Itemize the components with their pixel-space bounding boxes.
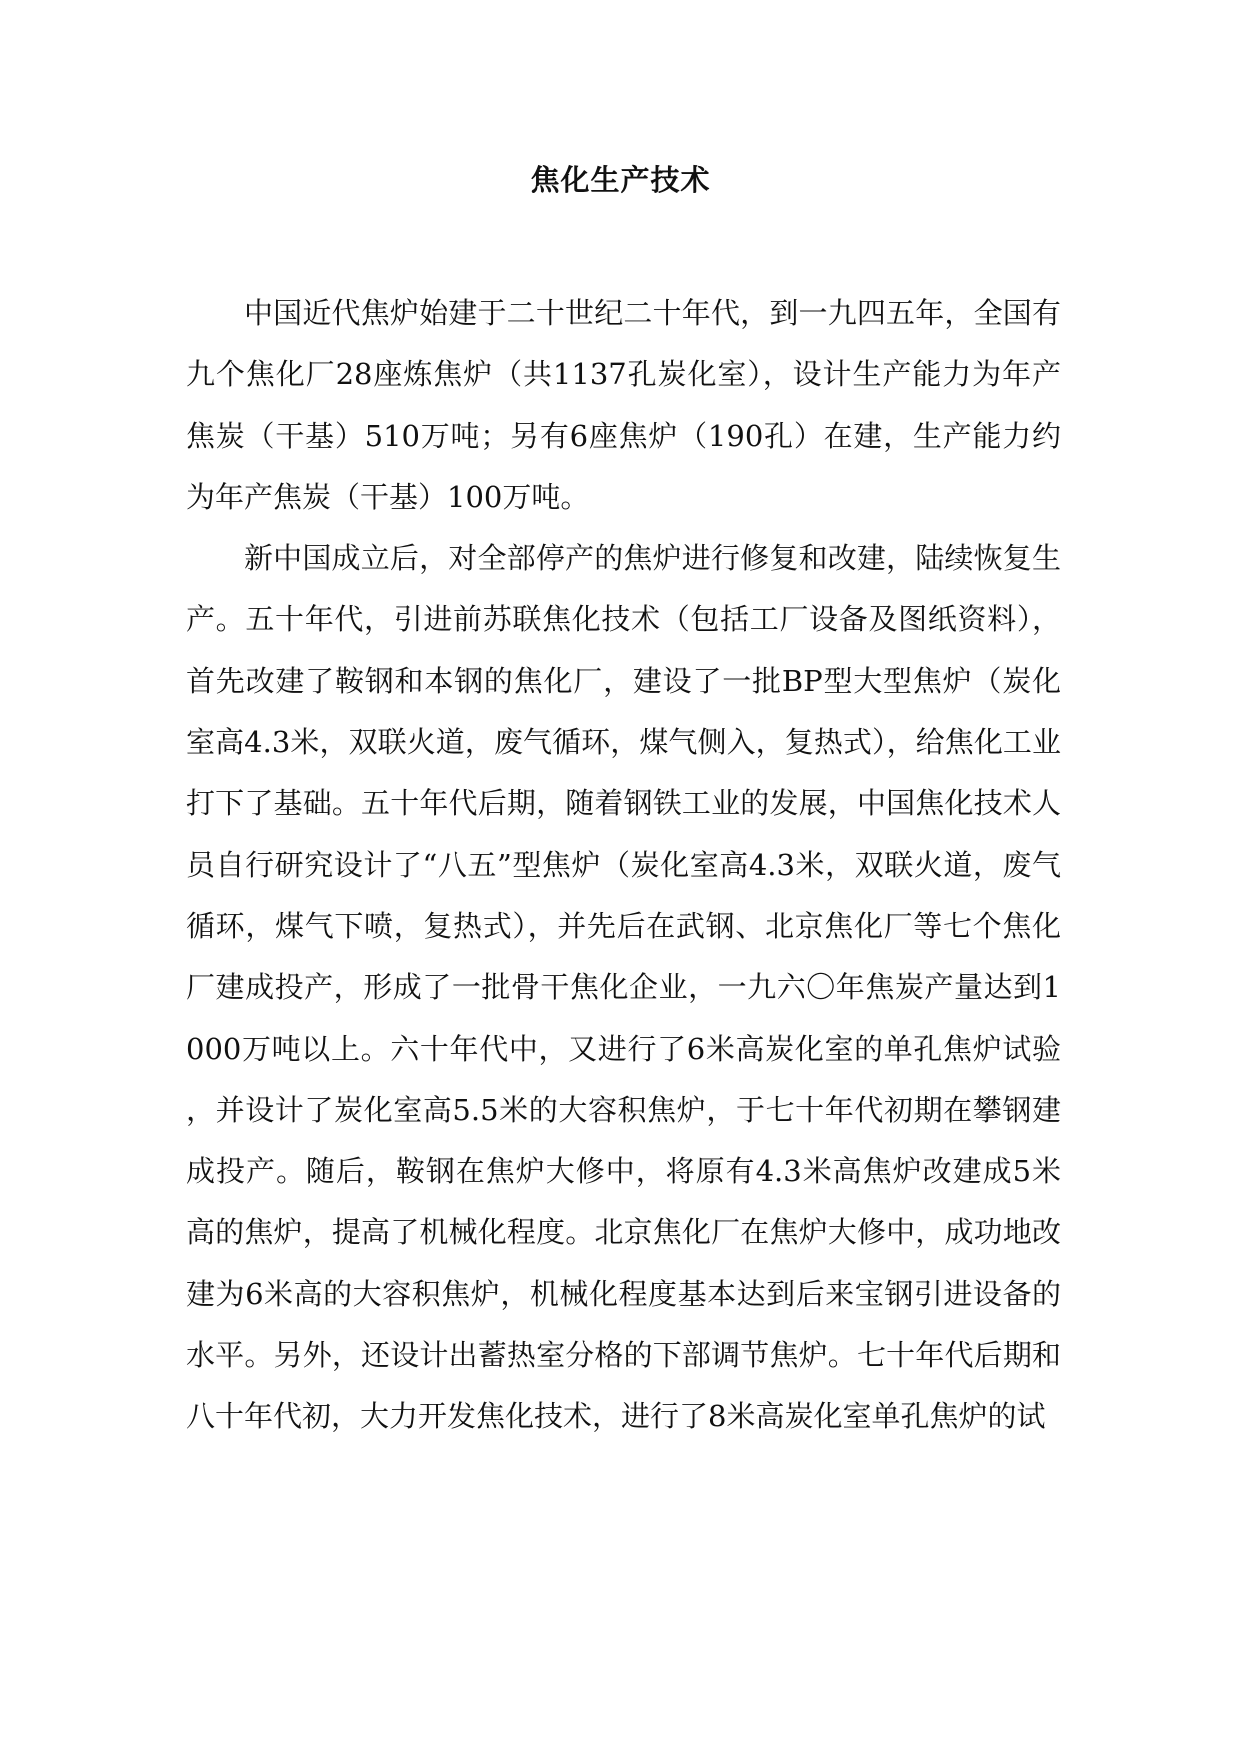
paragraph-2: 新中国成立后，对全部停产的焦炉进行修复和改建，陆续恢复生产。五十年代，引进前苏联焦化技术（包括工厂设备及图纸资料），首先改建了鞍钢和本钢的焦化厂，建设了一批BP型大型焦炉（炭化室高4.3米，双联火道，废气循环，煤气侧入，复热式），给焦化工业打下了基础。五十年代后期，随着钢铁工业的发展，中国焦化技术人员自行研究设计了“八五”型焦炉（炭化室高4.3米，双联火道，废气循环，煤气下喷，复热式），并先后在武钢、北京焦化厂等七个焦化厂建成投产，形成了一批骨干焦化企业，一九六〇年焦炭产量达到1000万吨以上。六十年代中，又进行了6米高炭化室的单孔焦炉试验，并设计了炭化室高5.5米的大容积焦炉，于七十年代初期在攀钢建成投产。随后，鞍钢在焦炉大修中，将原有4.3米高焦炉改建成5米高的焦炉，提高了机械化程度。北京焦化厂在焦炉大修中，成功地改建为6米高的大容积焦炉，机械化程度基本达到后来宝钢引进设备的水平。另外，还设计出蓄热室分格的下部调节焦炉。七十年代后期和八十年代初，大力开发焦化技术，进行了8米高炭化室单孔焦炉的试: [186, 541, 1061, 1434]
document-title: 焦化生产技术: [530, 163, 711, 197]
paragraph-1: 中国近代焦炉始建于二十世纪二十年代，到一九四五年，全国有九个焦化厂28座炼焦炉（共1137孔炭化室），设计生产能力为年产焦炭（干基）510万吨；另有6座焦炉（190孔）在建，生产能力约为年产焦炭（干基）100万吨。: [186, 296, 1061, 514]
document-body: [186, 283, 1061, 1448]
